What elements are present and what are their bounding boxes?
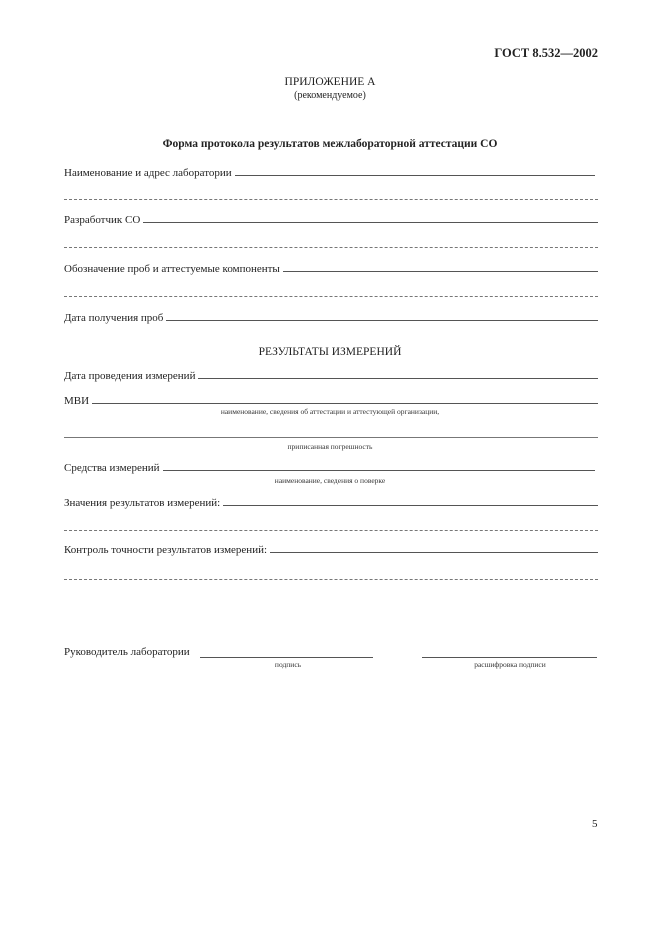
- field-measure-date[interactable]: [64, 368, 598, 382]
- field-label: Средства измерений: [64, 462, 160, 474]
- page-number: 5: [592, 818, 598, 830]
- field-lab[interactable]: [64, 165, 595, 179]
- fill-line: [283, 271, 598, 272]
- field-label: Наименование и адрес лаборатории: [64, 167, 232, 179]
- field-label: Дата получения проб: [64, 312, 164, 324]
- decode-caption: расшифровка подписи: [474, 660, 546, 669]
- field-received[interactable]: [64, 310, 598, 324]
- appendix-title: ПРИЛОЖЕНИЕ А: [284, 76, 376, 88]
- blank-line: [64, 296, 598, 297]
- field-values[interactable]: [64, 495, 598, 509]
- fill-line: [92, 403, 598, 404]
- blank-line: [64, 530, 598, 531]
- error-caption: приписанная погрешность: [287, 442, 373, 451]
- field-label: Контроль точности результатов измерений:: [64, 544, 268, 556]
- signature-line[interactable]: [200, 657, 373, 658]
- field-label: Разработчик СО: [64, 214, 141, 226]
- fill-line: [143, 222, 598, 223]
- field-label: Обозначение проб и аттестуемые компоненты: [64, 263, 280, 275]
- fill-line: [270, 552, 598, 553]
- appendix-subtitle: (рекомендуемое): [294, 90, 366, 101]
- mvi-caption: наименование, сведения об аттестации и аттестующей организации,: [220, 407, 440, 416]
- fill-line: [235, 175, 595, 176]
- signature-decode-line[interactable]: [422, 657, 597, 658]
- signature-caption: подпись: [274, 660, 302, 669]
- field-samples[interactable]: [64, 261, 598, 275]
- results-heading: РЕЗУЛЬТАТЫ ИЗМЕРЕНИЙ: [258, 346, 402, 358]
- blank-line: [64, 247, 598, 248]
- fill-line: [166, 320, 598, 321]
- fill-line: [223, 505, 598, 506]
- field-label: Значения результатов измерений:: [64, 497, 221, 509]
- field-mvi[interactable]: [64, 393, 598, 407]
- instruments-caption: наименование, сведения о поверке: [274, 476, 386, 485]
- error-line[interactable]: [64, 437, 598, 438]
- field-label: Дата проведения измерений: [64, 370, 196, 382]
- field-developer[interactable]: [64, 212, 598, 226]
- signature-label: Руководитель лаборатории: [64, 646, 190, 658]
- field-instruments[interactable]: [64, 460, 595, 474]
- field-label: МВИ: [64, 395, 90, 407]
- field-control[interactable]: [64, 542, 598, 556]
- fill-line: [198, 378, 598, 379]
- fill-line: [163, 470, 595, 471]
- standard-number: ГОСТ 8.532—2002: [494, 46, 598, 60]
- blank-line: [64, 199, 598, 200]
- blank-line: [64, 579, 598, 580]
- form-title: Форма протокола результатов межлабораторной аттестации СО: [162, 138, 498, 150]
